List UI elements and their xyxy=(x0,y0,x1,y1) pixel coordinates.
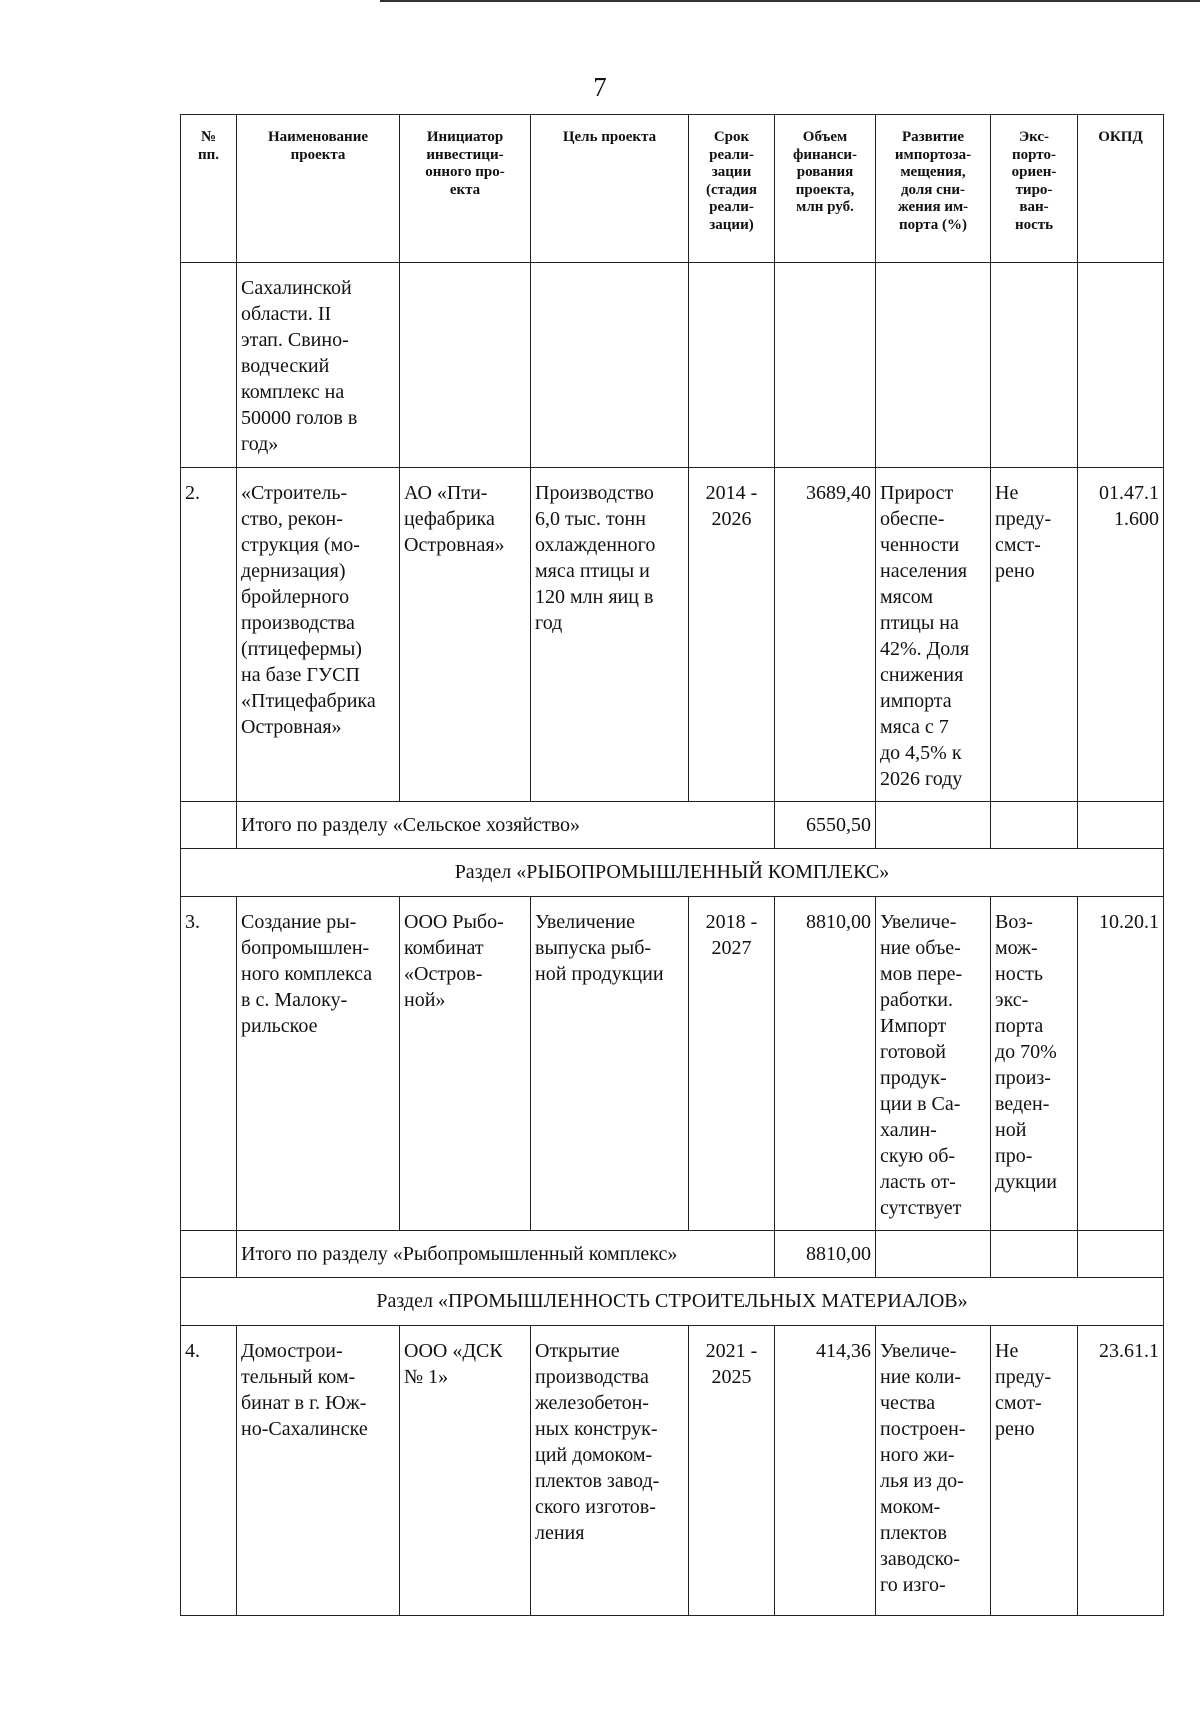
cell-import xyxy=(876,263,991,468)
total-value: 6550,50 xyxy=(775,802,876,849)
cell-export: Не преду- смст- рено xyxy=(991,468,1078,802)
cell-volume: 414,36 xyxy=(775,1326,876,1616)
cell-import: Прирост обеспе- ченности населения мясом птицы на 42%. Доля снижения импорта мяса с 7 до 4,5% к 2026 году xyxy=(876,468,991,802)
cell-volume: 3689,40 xyxy=(775,468,876,802)
table-row xyxy=(181,263,1164,468)
cell-okpd: 01.47.1 1.600 xyxy=(1078,468,1164,802)
total-value: 8810,00 xyxy=(775,1231,876,1278)
cell-initiator: ООО Рыбо- комбинат «Остров- ной» xyxy=(400,897,531,1231)
cell-initiator xyxy=(400,263,531,468)
cell-goal: Открытие производства железобетон- ных конструк- ций домоком- плектов завод- ского изготов- ления xyxy=(531,1326,689,1616)
cell-project-name: Домострои- тельный ком- бинат в г. Юж- но-Сахалинске xyxy=(237,1326,400,1616)
projects-table xyxy=(180,114,1164,1616)
cell-number xyxy=(181,1231,237,1278)
cell-import: Увеличе- ние объе- мов пере- работки. Импорт готовой продук- ции в Са- халин- скую об- ласть от- сутствует xyxy=(876,897,991,1231)
header-okpd: ОКПД xyxy=(1078,115,1164,263)
cell-term: 2018 - 2027 xyxy=(689,897,775,1231)
total-label: Итого по разделу «Сельское хозяйство» xyxy=(237,802,775,849)
cell-initiator: ООО «ДСК № 1» xyxy=(400,1326,531,1616)
cell-volume xyxy=(775,263,876,468)
cell-project-name: «Строитель- ство, рекон- струкция (мо- дернизация) бройлерного производства (птицефермы) на базе ГУСП «Птицефабрика Островная» xyxy=(237,468,400,802)
cell-import xyxy=(876,1231,991,1278)
top-border-line xyxy=(380,0,1200,2)
cell-number xyxy=(181,802,237,849)
section-header-row xyxy=(181,1278,1164,1326)
cell-term xyxy=(689,263,775,468)
table-row xyxy=(181,897,1164,1231)
section-total-row xyxy=(181,1231,1164,1278)
section-title: Раздел «ПРОМЫШЛЕННОСТЬ СТРОИТЕЛЬНЫХ МАТЕРИАЛОВ» xyxy=(181,1278,1164,1326)
header-project-name: Наименование проекта xyxy=(237,115,400,263)
cell-number: 2. xyxy=(181,468,237,802)
cell-export xyxy=(991,1231,1078,1278)
table-row xyxy=(181,468,1164,802)
cell-initiator: АО «Пти- цефабрика Островная» xyxy=(400,468,531,802)
section-title: Раздел «РЫБОПРОМЫШЛЕННЫЙ КОМПЛЕКС» xyxy=(181,849,1164,897)
cell-okpd: 10.20.1 xyxy=(1078,897,1164,1231)
section-header-row xyxy=(181,849,1164,897)
cell-import: Увеличе- ние коли- чества построен- ного жи- лья из до- моком- плектов заводско- го изго- xyxy=(876,1326,991,1616)
cell-project-name: Создание ры- бопромышлен- ного комплекса в с. Малоку- рильское xyxy=(237,897,400,1231)
cell-export: Не преду- смот- рено xyxy=(991,1326,1078,1616)
table-header-row xyxy=(181,115,1164,263)
header-number: № пп. xyxy=(181,115,237,263)
table-row xyxy=(181,1326,1164,1616)
cell-okpd: 23.61.1 xyxy=(1078,1326,1164,1616)
cell-okpd xyxy=(1078,802,1164,849)
cell-okpd xyxy=(1078,1231,1164,1278)
cell-import xyxy=(876,802,991,849)
cell-volume: 8810,00 xyxy=(775,897,876,1231)
cell-goal xyxy=(531,263,689,468)
cell-goal: Увеличение выпуска рыб- ной продукции xyxy=(531,897,689,1231)
total-label: Итого по разделу «Рыбопромышленный комплекс» xyxy=(237,1231,775,1278)
cell-term: 2014 - 2026 xyxy=(689,468,775,802)
cell-number xyxy=(181,263,237,468)
cell-export: Воз- мож- ность экс- порта до 70% произ- веден- ной про- дукции xyxy=(991,897,1078,1231)
cell-goal: Производство 6,0 тыс. тонн охлажденного мяса птицы и 120 млн яиц в год xyxy=(531,468,689,802)
cell-term: 2021 - 2025 xyxy=(689,1326,775,1616)
header-volume: Объем финанси- рования проекта, млн руб. xyxy=(775,115,876,263)
header-export: Экс- порто- ориен- тиро- ван- ность xyxy=(991,115,1078,263)
section-total-row xyxy=(181,802,1164,849)
page-number: 7 xyxy=(593,72,607,102)
cell-okpd xyxy=(1078,263,1164,468)
header-import: Развитие импортоза- мещения, доля сни- жения им- порта (%) xyxy=(876,115,991,263)
cell-export xyxy=(991,263,1078,468)
header-goal: Цель проекта xyxy=(531,115,689,263)
cell-project-name: Сахалинской области. II этап. Свино- водческий комплекс на 50000 голов в год» xyxy=(237,263,400,468)
cell-number: 4. xyxy=(181,1326,237,1616)
header-initiator: Инициатор инвестици- онного про- екта xyxy=(400,115,531,263)
cell-export xyxy=(991,802,1078,849)
header-term: Срок реали- зации (стадия реали- зации) xyxy=(689,115,775,263)
cell-number: 3. xyxy=(181,897,237,1231)
